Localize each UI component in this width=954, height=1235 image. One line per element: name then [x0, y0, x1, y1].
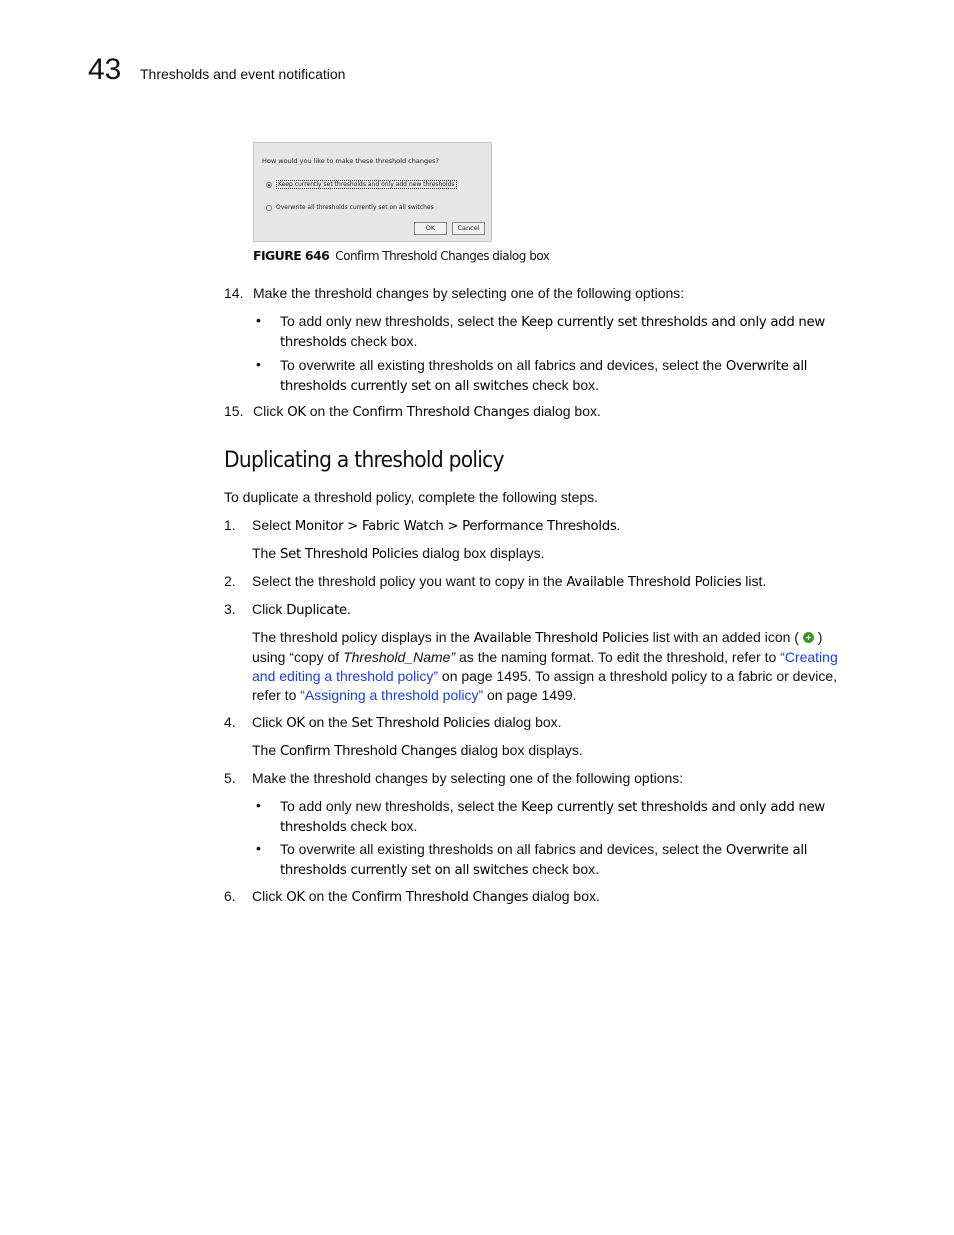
step-number: 5.	[224, 770, 236, 786]
confirm-threshold-dialog-image	[253, 142, 492, 242]
bullet-icon: •	[256, 840, 261, 856]
step-number: 1.	[224, 517, 236, 533]
chapter-title: Thresholds and event notification	[140, 66, 346, 82]
dialog-question: How would you like to make these threshold changes?	[262, 157, 439, 165]
step-text: Select Monitor > Fabric Watch > Performance Thresholds.	[252, 517, 621, 534]
step-number: 4.	[224, 714, 236, 730]
step-text: Make the threshold changes by selecting one of the following options:	[252, 770, 684, 786]
step-number: 2.	[224, 573, 236, 589]
step-text: Click OK on the Confirm Threshold Changes dialog box.	[253, 403, 601, 420]
radio-selected-icon	[266, 182, 272, 188]
step-text: Click OK on the Set Threshold Policies dialog box.	[252, 714, 562, 731]
step-text: Click OK on the Confirm Threshold Changes dialog box.	[252, 888, 600, 905]
bullet-item: To overwrite all existing thresholds on all fabrics and devices, select the Overwrite all thresholds currently set on all switches check box.	[280, 357, 808, 394]
ok-button-image: OK	[414, 222, 447, 235]
keep-thresholds-option	[266, 180, 457, 189]
keep-thresholds-label: Keep currently set thresholds and only add new thresholds	[278, 181, 455, 188]
step-number: 15.	[224, 403, 244, 419]
step-number: 3.	[224, 601, 236, 617]
figure-label: FIGURE 646	[253, 248, 330, 263]
assigning-policy-link[interactable]: “Assigning a threshold policy”	[300, 687, 484, 703]
chapter-number: 43	[88, 53, 122, 86]
step-text: Click Duplicate.	[252, 601, 351, 618]
step-text: Make the threshold changes by selecting one of the following options:	[253, 285, 685, 301]
figure-caption	[253, 248, 549, 264]
step-text: Select the threshold policy you want to copy in the Available Threshold Policies list.	[252, 573, 767, 590]
step-number: 6.	[224, 888, 236, 904]
cancel-button-image: Cancel	[452, 222, 485, 235]
overwrite-thresholds-option	[266, 204, 434, 211]
add-icon	[803, 632, 814, 643]
creating-policy-link-cont[interactable]: and editing a threshold policy”	[252, 668, 439, 684]
step-result: The Set Threshold Policies dialog box displays.	[252, 545, 545, 562]
bullet-item: To add only new thresholds, select the Keep currently set thresholds and only add new thresholds check box.	[280, 798, 825, 835]
bullet-icon: •	[256, 356, 261, 372]
section-intro: To duplicate a threshold policy, complete the following steps.	[224, 489, 599, 505]
radio-unselected-icon	[266, 205, 272, 211]
overwrite-thresholds-label: Overwrite all thresholds currently set on all switches	[276, 204, 434, 211]
step-result: The Confirm Threshold Changes dialog box displays.	[252, 742, 583, 759]
bullet-icon: •	[256, 312, 261, 328]
bullet-item: To overwrite all existing thresholds on all fabrics and devices, select the Overwrite all thresholds currently set on all switches check box.	[280, 841, 808, 878]
step-result-paragraph: The threshold policy displays in the Available Threshold Policies list with an added icon ( ) using “copy of Threshold_Name” as the naming format. To edit the threshold, refer to “Creating and editing a threshold policy” on page 1495. To assign a threshold policy to a fabric or device, refer to “Assigning a threshold policy” on page 1499.	[252, 629, 838, 703]
bullet-item: To add only new thresholds, select the Keep currently set thresholds and only add new thresholds check box.	[280, 313, 825, 350]
step-number: 14.	[224, 285, 244, 301]
bullet-icon: •	[256, 797, 261, 813]
section-heading: Duplicating a threshold policy	[224, 448, 504, 473]
creating-policy-link[interactable]: “Creating	[780, 649, 838, 665]
figure-caption-text: Confirm Threshold Changes dialog box	[335, 249, 550, 263]
